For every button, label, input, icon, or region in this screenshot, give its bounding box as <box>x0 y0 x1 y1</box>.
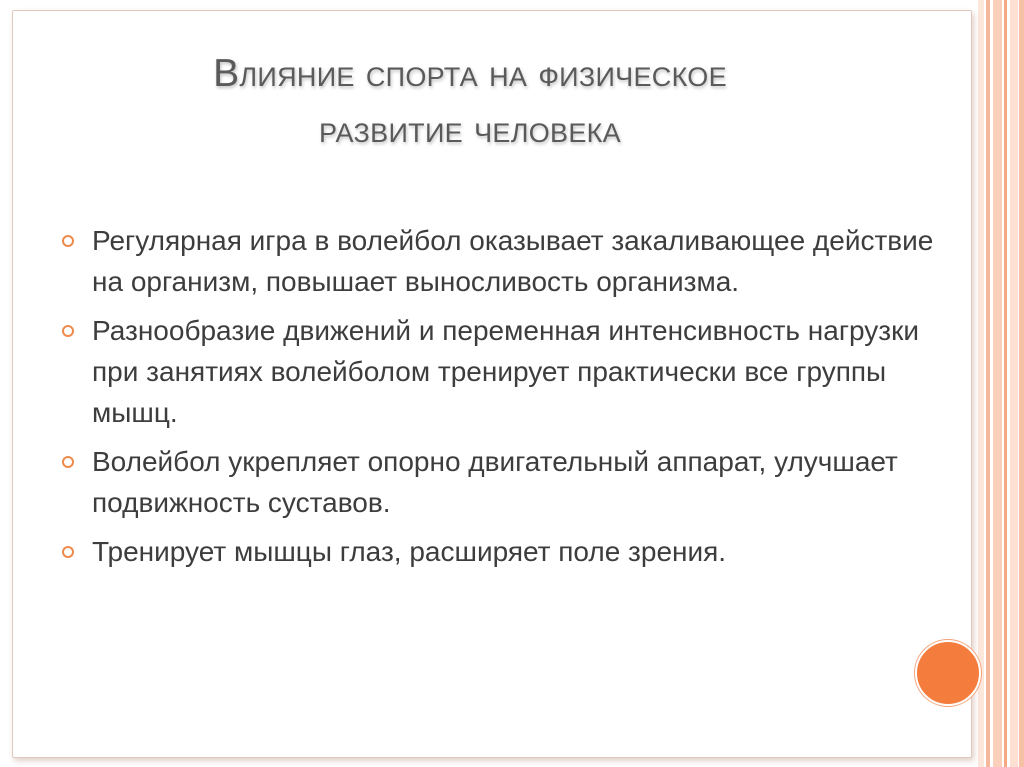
list-item-text: Волейбол укрепляет опорно двигательный аппарат, улучшает подвижность суставов. <box>92 446 898 518</box>
decor-stripe <box>986 0 990 767</box>
slide-title <box>100 46 840 158</box>
ring-bullet-icon <box>62 546 74 558</box>
title-line-2: развитие человека <box>319 108 621 151</box>
list-item <box>62 441 942 523</box>
list-item-text: Регулярная игра в волейбол оказывает закаливающее действие на организм, повышает выносливость организма. <box>92 225 934 297</box>
list-item <box>62 310 942 433</box>
list-item-text: Тренирует мышцы глаз, расширяет поле зрения. <box>92 536 727 567</box>
list-item-text: Разнообразие движений и переменная интенсивность нагрузки при занятиях волейболом тренирует практически все группы мышц. <box>92 315 920 428</box>
decor-stripe <box>1004 0 1007 767</box>
title-line-1: Влияние спорта на физическое <box>213 52 727 95</box>
decor-stripe <box>1010 0 1018 767</box>
ring-bullet-icon <box>62 235 74 247</box>
decor-stripe <box>993 0 1002 767</box>
list-item <box>62 220 942 302</box>
list-item <box>62 531 942 572</box>
decor-stripe <box>978 0 984 767</box>
ring-bullet-icon <box>62 456 74 468</box>
orange-circle-decoration <box>915 640 981 706</box>
ring-bullet-icon <box>62 325 74 337</box>
decor-stripe <box>1019 0 1024 767</box>
bullet-list <box>62 220 942 580</box>
